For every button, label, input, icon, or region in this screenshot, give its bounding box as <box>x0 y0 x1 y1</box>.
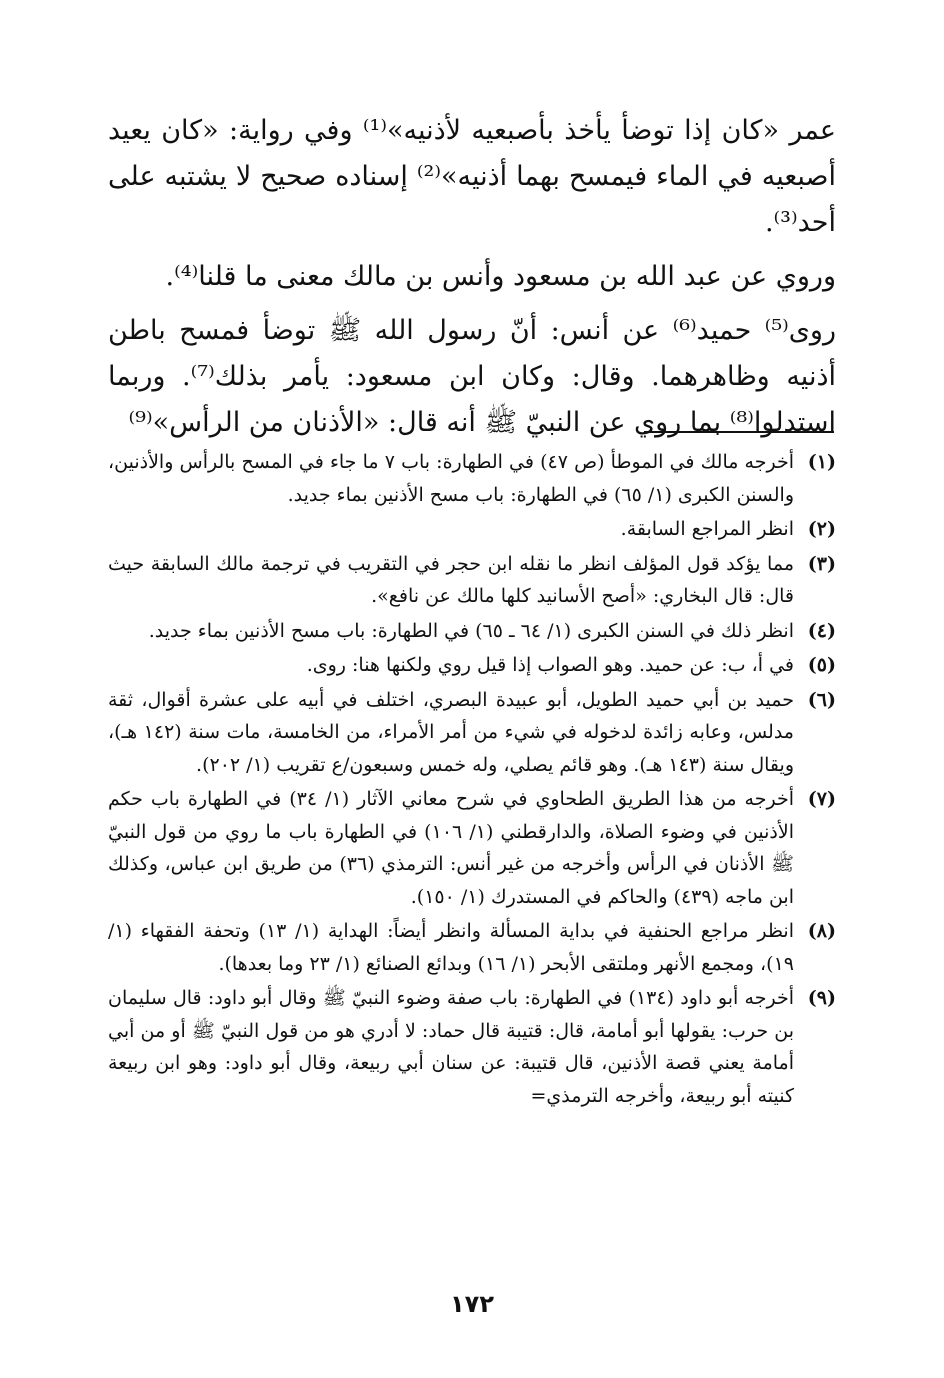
paragraph: عمر «كان إذا توضأ يأخذ بأصبعيه لأذنيه»⁽¹⁾ وفي رواية: «كان يعيد أصبعيه في الماء فيمسح بهما أذنيه»⁽²⁾ إسناده صحيح لا يشتبه على أحد⁽³⁾. <box>108 115 836 238</box>
footnote-separator <box>644 431 834 433</box>
footnote-text: انظر ذلك في السنن الكبرى (١/ ٦٤ ـ ٦٥) في الطهارة: باب مسح الأذنين بماء جديد. <box>148 619 794 642</box>
footnote <box>108 783 836 913</box>
footnote <box>108 548 836 613</box>
paragraph: وروي عن عبد الله بن مسعود وأنس بن مالك معنى ما قلنا⁽⁴⁾. <box>165 261 836 292</box>
footnote <box>108 513 836 546</box>
footnote-text: أخرجه أبو داود (١٣٤) في الطهارة: باب صفة وضوء النبيّ ﷺ وقال أبو داود: قال سليمان بن حرب: يقولها أبو أمامة، قال: قتيبة قال حماد: لا أدري هو من قول النبيّ ﷺ أو من أبي أمامة يعني قصة الأذنين، قال قتيبة: عن سنان أبي ربيعة، وقال أبو داود: وهو ابن ربيعة كنيته أبو ربيعة، وأخرجه الترمذي= <box>108 987 795 1107</box>
footnote-number: (٣) <box>807 552 836 575</box>
footnote-text: أخرجه مالك في الموطأ (ص ٤٧) في الطهارة: باب ٧ ما جاء في المسح بالرأس والأذنين، والسنن الكبرى (١/ ٦٥) في الطهارة: باب مسح الأذنين بماء جديد. <box>108 451 794 506</box>
footnote <box>108 446 836 511</box>
footnote-number: (٥) <box>807 654 836 676</box>
footnotes <box>108 446 836 1114</box>
footnote <box>108 915 836 980</box>
footnote <box>108 982 836 1112</box>
footnote-text: انظر مراجع الحنفية في بداية المسألة وانظر أيضاً: الهداية (١/ ١٣) وتحفة الفقهاء (١/ ١٩)، ومجمع الأنهر وملتقى الأبحر (١/ ١٦) وبدائع الصنائع (١/ ٢٣ وما بعدها). <box>108 920 794 975</box>
footnote-text: مما يؤكد قول المؤلف انظر ما نقله ابن حجر في التقريب في ترجمة مالك السابقة حيث قال: قال البخاري: «أصح الأسانيد كلها مالك عن نافع». <box>108 552 794 607</box>
main-text <box>108 108 836 446</box>
footnote-number: (٩) <box>807 987 836 1009</box>
footnote-text: أخرجه من هذا الطريق الطحاوي في شرح معاني الآثار (١/ ٣٤) في الطهارة باب حكم الأذنين في وضوء الصلاة، والدارقطني (١/ ١٠٦) في الطهارة باب ما روي من قول النبيّ ﷺ الأذنان في الرأس وأخرجه من غير أنس: الترمذي (٣٦) من طريق ابن عباس، وكذلك ابن ماجه (٤٣٩) والحاكم في المستدرك (١/ ١٥٠). <box>108 788 794 908</box>
footnote-number: (٤) <box>807 619 836 642</box>
page-number: ١٧٢ <box>450 1290 494 1318</box>
paragraph: روى⁽⁵⁾ حميد⁽⁶⁾ عن أنس: أنّ رسول الله ﷺ توضأ فمسح باطن أذنيه وظاهرهما. وقال: وكان ابن مسعود: يأمر بذلك⁽⁷⁾. وربما استدلوا⁽⁸⁾ بما روي عن النبيّ ﷺ أنه قال: «الأذنان من الرأس»⁽⁹⁾ <box>108 315 836 438</box>
footnote <box>108 649 836 682</box>
footnote-text: انظر المراجع السابقة. <box>620 518 794 540</box>
footnote-number: (١) <box>807 451 836 473</box>
footnote <box>108 684 836 782</box>
footnote-text: في أ، ب: عن حميد. وهو الصواب إذا قيل روي ولكنها هنا: روى. <box>306 654 794 676</box>
footnote-number: (٨) <box>807 920 836 942</box>
footnote-number: (٢) <box>807 518 836 540</box>
footnote-number: (٧) <box>807 788 836 810</box>
footnote-text: حميد بن أبي حميد الطويل، أبو عبيدة البصري، اختلف في أبيه على عشرة أقوال، ثقة مدلس، وعابه زائدة لدخوله في شيء من أمر الأمراء، من الخامسة، مات سنة (١٤٢ هـ)، ويقال سنة (١٤٣ هـ). وهو قائم يصلي، وله خمس وسبعون/ع تقريب (١/ ٢٠٢). <box>108 688 794 776</box>
footnote <box>108 615 836 648</box>
footnote-number: (٦) <box>807 688 836 711</box>
